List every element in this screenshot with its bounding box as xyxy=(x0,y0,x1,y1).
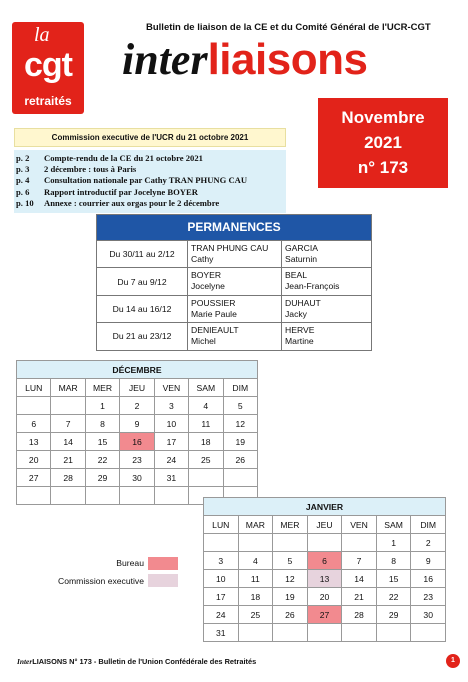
legend-exec-swatch xyxy=(148,574,178,587)
calendar-day: 17 xyxy=(154,433,188,451)
toc-item[interactable] xyxy=(16,153,286,164)
calendar-day: 21 xyxy=(342,588,377,606)
person-lastname: POUSSIER xyxy=(191,297,236,308)
calendar-week xyxy=(17,415,258,433)
person-lastname: BOYER xyxy=(191,270,222,281)
calendar-empty-cell xyxy=(411,624,446,642)
calendar-day: 14 xyxy=(342,570,377,588)
calendar-empty-cell xyxy=(85,487,119,505)
calendar-empty-cell xyxy=(307,624,342,642)
toc-item[interactable] xyxy=(16,164,286,175)
calendar-day: 17 xyxy=(204,588,239,606)
permanence-person-1 xyxy=(188,241,282,267)
calendar-day: 20 xyxy=(17,451,51,469)
calendar-day: 13 xyxy=(307,570,342,588)
calendar-day: 12 xyxy=(223,415,257,433)
person-lastname: HERVE xyxy=(285,325,315,336)
weekday-header: JEU xyxy=(120,379,154,397)
calendar-day: 29 xyxy=(376,606,411,624)
toc-text: Compte-rendu de la CE du 21 octobre 2021 xyxy=(44,153,203,163)
calendar-week xyxy=(204,606,446,624)
calendar-day: 22 xyxy=(376,588,411,606)
toc-item[interactable] xyxy=(16,187,286,198)
toc-text: Rapport introductif par Jocelyne BOYER xyxy=(44,186,198,197)
person-firstname: Cathy xyxy=(191,254,214,264)
calendar-day: 20 xyxy=(307,588,342,606)
weekday-header: VEN xyxy=(342,516,377,534)
calendar-day: 15 xyxy=(85,433,119,451)
issue-year: 2021 xyxy=(364,133,402,152)
calendar-day: 25 xyxy=(238,606,273,624)
calendar-empty-cell xyxy=(17,487,51,505)
calendar-week xyxy=(204,552,446,570)
footer-rest: LIAISONS N° 173 - Bulletin de l'Union Confédérale des Retraités xyxy=(32,657,257,666)
weekday-header: SAM xyxy=(376,516,411,534)
calendar-day: 6 xyxy=(307,552,342,570)
legend-bureau-label: Bureau xyxy=(116,558,144,568)
calendar-day: 9 xyxy=(411,552,446,570)
calendar-empty-cell xyxy=(154,487,188,505)
legend-bureau-swatch xyxy=(148,557,178,570)
person-firstname: Jean-François xyxy=(285,281,340,292)
permanence-person-2 xyxy=(282,323,371,349)
calendar-day: 1 xyxy=(85,397,119,415)
toc-page: p. 3 xyxy=(16,164,30,175)
weekday-header: DIM xyxy=(411,516,446,534)
person-firstname: Michel xyxy=(191,336,216,347)
issue-month: Novembre xyxy=(341,108,425,127)
calendar-day: 6 xyxy=(17,415,51,433)
permanence-person-2 xyxy=(282,241,371,267)
calendar-empty-cell xyxy=(342,624,377,642)
calendar-day: 11 xyxy=(238,570,273,588)
calendar-day: 1 xyxy=(376,534,411,552)
logo-cgt-text: cgt xyxy=(24,46,72,84)
page-number-badge: 1 xyxy=(446,654,460,668)
person-firstname: Jacky xyxy=(285,308,307,319)
weekday-header: DIM xyxy=(223,379,257,397)
calendar-week xyxy=(17,451,258,469)
permanences-table xyxy=(96,214,372,351)
calendar-day: 9 xyxy=(120,415,154,433)
permanence-row xyxy=(97,322,371,349)
calendar-day: 19 xyxy=(273,588,308,606)
calendar-week xyxy=(17,397,258,415)
footer-inter: Inter xyxy=(17,657,33,666)
calendar-title: JANVIER xyxy=(204,498,446,516)
masthead-title xyxy=(122,34,367,85)
person-lastname: TRAN PHUNG CAU xyxy=(191,243,269,253)
commission-summary xyxy=(14,128,286,213)
person-lastname: GARCIA xyxy=(285,243,318,253)
toc-item[interactable] xyxy=(16,198,286,209)
weekday-header: SAM xyxy=(189,379,223,397)
calendar-december xyxy=(16,360,258,505)
calendar-day: 29 xyxy=(85,469,119,487)
calendar-day: 23 xyxy=(120,451,154,469)
calendar-week xyxy=(17,433,258,451)
footer-text xyxy=(17,657,256,666)
calendar-empty-cell xyxy=(342,534,377,552)
calendar-day: 2 xyxy=(120,397,154,415)
toc-page: p. 2 xyxy=(16,153,30,163)
calendar-week xyxy=(204,588,446,606)
toc-item[interactable] xyxy=(16,175,286,186)
calendar-day: 7 xyxy=(342,552,377,570)
calendar-day: 15 xyxy=(376,570,411,588)
table-of-contents xyxy=(14,150,286,213)
weekday-header: MAR xyxy=(51,379,85,397)
calendar-day: 24 xyxy=(204,606,239,624)
weekday-header: MER xyxy=(85,379,119,397)
calendar-day: 4 xyxy=(189,397,223,415)
issue-date-box xyxy=(318,98,448,188)
permanence-dates: Du 30/11 au 2/12 xyxy=(97,241,188,267)
calendar-day: 8 xyxy=(376,552,411,570)
calendar-day: 27 xyxy=(307,606,342,624)
weekday-header: JEU xyxy=(307,516,342,534)
person-firstname: Jocelyne xyxy=(191,281,225,292)
calendar-empty-cell xyxy=(238,534,273,552)
calendar-day: 19 xyxy=(223,433,257,451)
calendar-week xyxy=(17,469,258,487)
person-lastname: DUHAUT xyxy=(285,297,321,308)
calendar-day: 5 xyxy=(223,397,257,415)
calendar-day: 26 xyxy=(273,606,308,624)
person-lastname: DENIEAULT xyxy=(191,325,239,336)
calendar-empty-cell xyxy=(238,624,273,642)
calendar-empty-cell xyxy=(189,469,223,487)
calendar-day: 31 xyxy=(154,469,188,487)
toc-page: p. 4 xyxy=(16,175,30,186)
person-lastname: BEAL xyxy=(285,270,307,281)
calendar-day: 16 xyxy=(120,433,154,451)
calendar-day: 10 xyxy=(154,415,188,433)
calendar-day: 7 xyxy=(51,415,85,433)
calendar-day: 11 xyxy=(189,415,223,433)
person-firstname: Martine xyxy=(285,336,314,347)
weekday-header: VEN xyxy=(154,379,188,397)
calendar-day: 18 xyxy=(189,433,223,451)
permanence-person-1 xyxy=(188,296,282,322)
toc-page: p. 10 xyxy=(16,197,34,208)
bulletin-subtitle: Bulletin de liaison de la CE et du Comité Général de l'UCR-CGT xyxy=(146,22,431,33)
calendar-empty-cell xyxy=(120,487,154,505)
calendar-day: 22 xyxy=(85,451,119,469)
calendar-empty-cell xyxy=(17,397,51,415)
weekday-header: MER xyxy=(273,516,308,534)
permanence-person-1 xyxy=(188,323,282,349)
toc-text: 2 décembre : tous à Paris xyxy=(44,164,137,175)
calendar-day: 14 xyxy=(51,433,85,451)
calendar-day: 25 xyxy=(189,451,223,469)
commission-title: Commission executive de l'UCR du 21 octobre 2021 xyxy=(14,128,286,147)
calendar-day: 8 xyxy=(85,415,119,433)
permanences-title: PERMANENCES xyxy=(97,215,371,240)
permanence-dates: Du 21 au 23/12 xyxy=(97,323,188,349)
calendar-week xyxy=(204,624,446,642)
calendar-week xyxy=(204,570,446,588)
calendar-day: 26 xyxy=(223,451,257,469)
weekday-header: LUN xyxy=(17,379,51,397)
logo-retraites-text: retraités xyxy=(24,94,72,108)
calendar-day: 3 xyxy=(154,397,188,415)
calendar-empty-cell xyxy=(273,624,308,642)
issue-number: n° 173 xyxy=(357,158,409,177)
permanence-person-1 xyxy=(188,268,282,294)
calendar-day: 3 xyxy=(204,552,239,570)
calendar-empty-cell xyxy=(307,534,342,552)
calendar-day: 21 xyxy=(51,451,85,469)
calendar-january xyxy=(203,497,446,642)
masthead-liaisons: liaisons xyxy=(207,35,368,84)
calendar-empty-cell xyxy=(51,397,85,415)
calendar-day: 27 xyxy=(17,469,51,487)
calendar-day: 13 xyxy=(17,433,51,451)
calendar-day: 24 xyxy=(154,451,188,469)
calendar-empty-cell xyxy=(204,534,239,552)
permanence-dates: Du 14 au 16/12 xyxy=(97,296,188,322)
calendar-day: 12 xyxy=(273,570,308,588)
masthead-inter: inter xyxy=(122,35,208,84)
permanence-person-2 xyxy=(282,268,371,294)
person-firstname: Saturnin xyxy=(285,254,318,264)
calendar-day: 30 xyxy=(411,606,446,624)
calendar-title: DÉCEMBRE xyxy=(17,361,258,379)
permanence-row xyxy=(97,267,371,294)
logo-la-text: la xyxy=(34,24,50,46)
legend-exec-label: Commission executive xyxy=(58,576,144,586)
calendar-empty-cell xyxy=(273,534,308,552)
calendar-day: 28 xyxy=(342,606,377,624)
calendar-day: 10 xyxy=(204,570,239,588)
toc-text: Consultation nationale par Cathy TRAN PHUNG CAU xyxy=(44,175,248,186)
toc-page: p. 6 xyxy=(16,186,30,197)
permanence-row xyxy=(97,240,371,267)
weekday-header: LUN xyxy=(204,516,239,534)
person-firstname: Marie Paule xyxy=(191,308,237,319)
calendar-week xyxy=(204,534,446,552)
calendar-day: 31 xyxy=(204,624,239,642)
permanence-dates: Du 7 au 9/12 xyxy=(97,268,188,294)
calendar-day: 5 xyxy=(273,552,308,570)
calendar-day: 28 xyxy=(51,469,85,487)
calendar-day: 16 xyxy=(411,570,446,588)
calendar-day: 4 xyxy=(238,552,273,570)
calendar-empty-cell xyxy=(51,487,85,505)
calendar-day: 18 xyxy=(238,588,273,606)
calendar-empty-cell xyxy=(376,624,411,642)
toc-text: Annexe : courrier aux orgas pour le 2 décembre xyxy=(44,197,220,208)
calendar-empty-cell xyxy=(223,469,257,487)
permanence-person-2 xyxy=(282,296,371,322)
calendar-day: 30 xyxy=(120,469,154,487)
calendar-day: 23 xyxy=(411,588,446,606)
calendar-day: 2 xyxy=(411,534,446,552)
weekday-header: MAR xyxy=(238,516,273,534)
cgt-retraites-logo xyxy=(12,22,84,114)
permanence-row xyxy=(97,295,371,322)
